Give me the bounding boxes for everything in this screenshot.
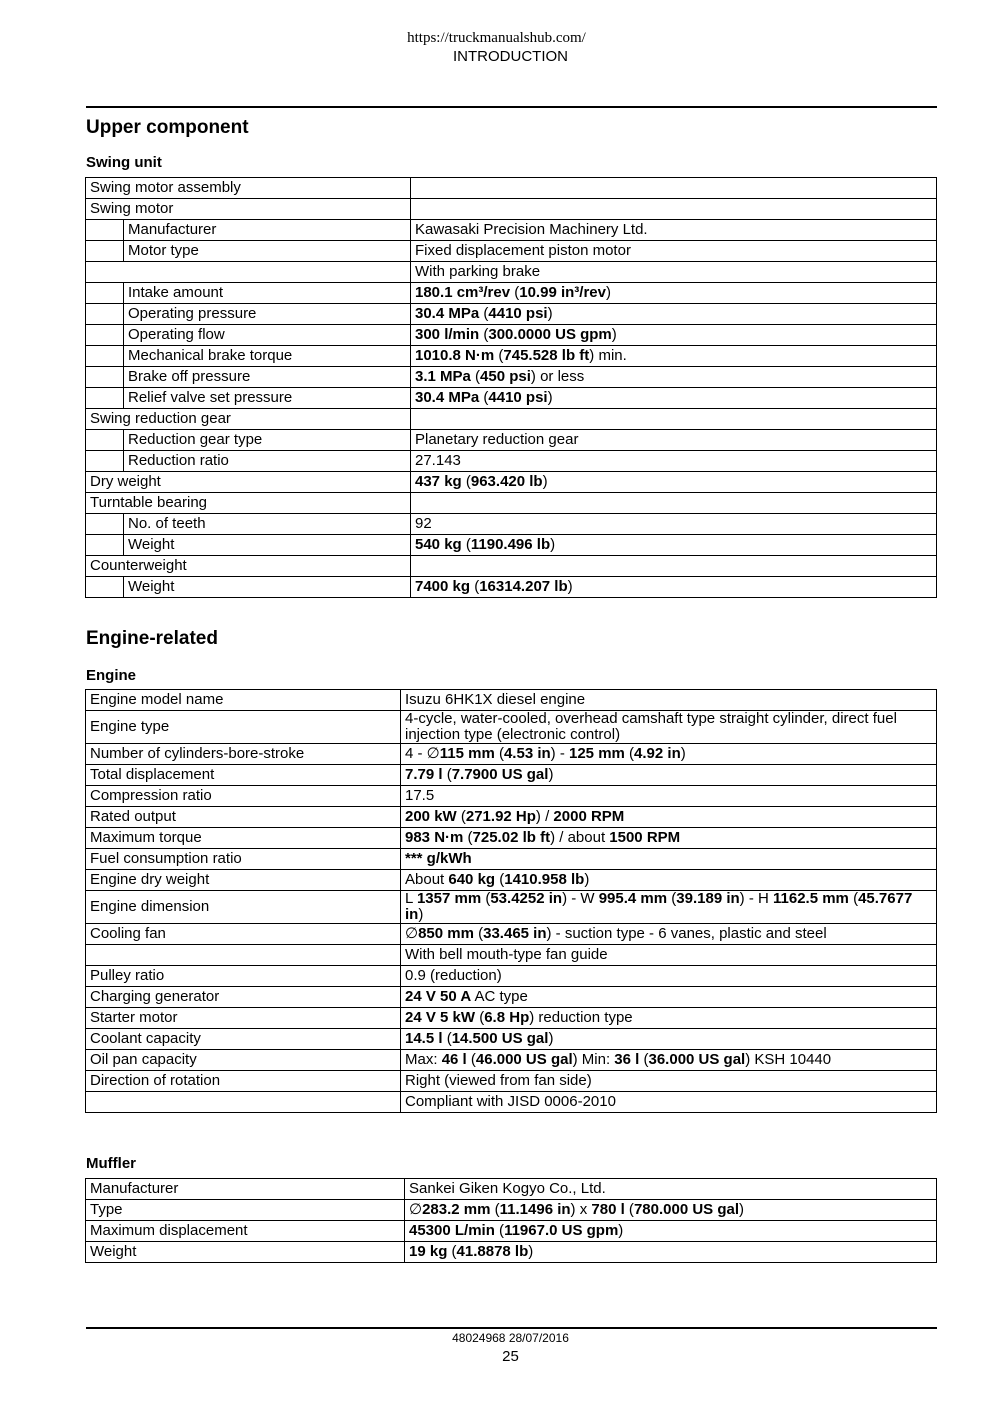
table-row xyxy=(86,199,937,220)
table-row xyxy=(86,388,937,409)
table-row xyxy=(86,493,937,514)
value-text: ) xyxy=(605,284,611,301)
value-emphasis: 780 l xyxy=(591,1201,625,1218)
spec-value xyxy=(405,1242,937,1263)
value-text: Isuzu 6HK1X diesel engine xyxy=(405,691,586,708)
value-text: ( xyxy=(624,745,635,762)
value-text: ( xyxy=(494,745,504,762)
value-emphasis: 3.1 MPa xyxy=(415,368,471,385)
spec-value xyxy=(405,1179,937,1200)
swing-unit-table xyxy=(85,177,937,598)
value-text: ( xyxy=(490,1201,500,1218)
spec-label: Relief valve set pressure xyxy=(124,388,411,409)
spec-label: Engine dry weight xyxy=(86,870,401,891)
spec-label: Weight xyxy=(124,535,411,556)
spec-label: Compression ratio xyxy=(86,786,401,807)
table-row xyxy=(86,1071,937,1092)
spec-value xyxy=(401,966,937,987)
spec-label: Swing motor assembly xyxy=(86,178,411,199)
value-text: ( xyxy=(461,536,471,553)
value-emphasis: 180.1 cm³/rev xyxy=(415,284,511,301)
value-emphasis: 24 V 50 A xyxy=(405,988,472,1005)
spec-label: Rated output xyxy=(86,807,401,828)
value-emphasis: 450 psi xyxy=(480,368,531,385)
spec-label: Starter motor xyxy=(86,1008,401,1029)
value-emphasis: 1162.5 mm xyxy=(773,890,849,907)
spec-value xyxy=(411,535,937,556)
spec-value xyxy=(401,807,937,828)
table-row xyxy=(86,577,937,598)
spec-label: Turntable bearing xyxy=(86,493,411,514)
spec-label: Number of cylinders-bore-stroke xyxy=(86,744,401,765)
table-row xyxy=(86,430,937,451)
indent-cell xyxy=(86,430,124,451)
table-row xyxy=(86,1200,937,1221)
value-emphasis: 850 mm xyxy=(418,925,474,942)
value-emphasis: 300 l/min xyxy=(415,326,480,343)
table-row xyxy=(86,1242,937,1263)
value-text: ( xyxy=(442,1030,452,1047)
value-text: ) reduction type xyxy=(529,1009,633,1026)
value-text: ) Min: xyxy=(572,1051,615,1068)
spec-label: Type xyxy=(86,1200,405,1221)
value-text: ) xyxy=(611,326,617,343)
spec-label: Operating flow xyxy=(124,325,411,346)
value-emphasis: 995.4 mm xyxy=(598,890,668,907)
value-text: ( xyxy=(463,829,473,846)
value-text: ( xyxy=(510,284,520,301)
spec-label: Oil pan capacity xyxy=(86,1050,401,1071)
spec-value xyxy=(411,451,937,472)
spec-value xyxy=(401,849,937,870)
value-emphasis: 33.465 in xyxy=(483,925,547,942)
spec-label: Cooling fan xyxy=(86,924,401,945)
value-text: ) - xyxy=(550,745,569,762)
value-text: ( xyxy=(494,1222,505,1239)
value-text: ) xyxy=(528,1243,534,1260)
value-text: ( xyxy=(470,578,480,595)
table-row xyxy=(86,1029,937,1050)
value-text: ) - suction type - 6 vanes, plastic and steel xyxy=(546,925,827,942)
value-emphasis: 540 kg xyxy=(415,536,462,553)
value-text: ∅ xyxy=(405,925,419,942)
value-text: ( xyxy=(479,305,489,322)
subsection-muffler: Muffler xyxy=(86,1155,136,1172)
value-text: ) xyxy=(567,578,573,595)
value-emphasis: 14.500 US gal xyxy=(451,1030,549,1047)
indent-cell xyxy=(86,220,124,241)
value-emphasis: 725.02 lb ft xyxy=(472,829,551,846)
indent-cell xyxy=(86,514,124,535)
table-row xyxy=(86,451,937,472)
value-emphasis: 7.79 l xyxy=(405,766,443,783)
spec-value xyxy=(401,1050,937,1071)
table-row xyxy=(86,178,937,199)
value-emphasis: 125 mm xyxy=(569,745,625,762)
value-text: ) xyxy=(547,389,553,406)
value-emphasis: 4410 psi xyxy=(488,305,548,322)
table-row xyxy=(86,786,937,807)
spec-value xyxy=(401,765,937,786)
spec-value xyxy=(411,367,937,388)
value-text: About xyxy=(405,871,449,888)
value-emphasis: 1010.8 N·m xyxy=(415,347,495,364)
value-emphasis: 16314.207 lb xyxy=(479,578,568,595)
value-text: ) x xyxy=(570,1201,592,1218)
value-emphasis: 1357 mm xyxy=(416,890,482,907)
value-emphasis: 7.7900 US gal xyxy=(451,766,549,783)
spec-label: Engine type xyxy=(86,711,401,744)
value-emphasis: 24 V 5 kW xyxy=(405,1009,476,1026)
value-emphasis: 14.5 l xyxy=(405,1030,443,1047)
value-text: AC type xyxy=(471,988,528,1005)
indent-cell xyxy=(86,283,124,304)
source-url: https://truckmanualshub.com/ xyxy=(407,30,586,46)
section-title-upper: Upper component xyxy=(86,117,249,138)
value-text: 0.9 (reduction) xyxy=(405,967,502,984)
table-row xyxy=(86,987,937,1008)
value-emphasis: 10.99 in³/rev xyxy=(519,284,606,301)
table-row xyxy=(86,744,937,765)
spec-label: Engine dimension xyxy=(86,891,401,924)
spec-value xyxy=(411,304,937,325)
value-emphasis: 2000 RPM xyxy=(553,808,625,825)
value-emphasis: 283.2 mm xyxy=(422,1201,491,1218)
indent-cell xyxy=(86,346,124,367)
value-text: Right (viewed from fan side) xyxy=(405,1072,592,1089)
table-row xyxy=(86,409,937,430)
value-emphasis: 4.53 in xyxy=(503,745,551,762)
spec-value xyxy=(411,241,937,262)
value-text: ) xyxy=(418,906,424,923)
value-text: Kawasaki Precision Machinery Ltd. xyxy=(415,221,648,238)
value-text: ) / about xyxy=(550,829,610,846)
muffler-table xyxy=(85,1178,937,1263)
spec-label: Direction of rotation xyxy=(86,1071,401,1092)
page-number: 25 xyxy=(502,1348,519,1365)
spec-value xyxy=(411,472,937,493)
indent-cell xyxy=(86,367,124,388)
spec-value xyxy=(401,711,937,744)
value-emphasis: 11.1496 in xyxy=(499,1201,571,1218)
table-row xyxy=(86,891,937,924)
subsection-engine: Engine xyxy=(86,667,137,684)
value-text: ( xyxy=(470,368,481,385)
spec-value xyxy=(411,346,937,367)
value-emphasis: 30.4 MPa xyxy=(415,389,480,406)
value-emphasis: 11967.0 US gpm xyxy=(504,1222,619,1239)
table-row xyxy=(86,220,937,241)
table-row xyxy=(86,346,937,367)
value-text: ( xyxy=(848,890,859,907)
spec-label xyxy=(86,945,401,966)
value-text: ) - H xyxy=(739,890,773,907)
section-title-engine-related: Engine-related xyxy=(86,628,218,649)
value-emphasis: 19 kg xyxy=(409,1243,448,1260)
spec-value xyxy=(411,220,937,241)
spec-value xyxy=(405,1221,937,1242)
chapter-title: INTRODUCTION xyxy=(453,48,568,65)
value-emphasis: 4410 psi xyxy=(488,389,548,406)
table-row xyxy=(86,367,937,388)
spec-value xyxy=(411,409,937,430)
spec-value xyxy=(411,577,937,598)
value-text: ) min. xyxy=(589,347,627,364)
table-row xyxy=(86,304,937,325)
spec-label: Manufacturer xyxy=(124,220,411,241)
value-emphasis: 41.8878 lb xyxy=(456,1243,529,1260)
table-row xyxy=(86,1179,937,1200)
value-emphasis: 6.8 Hp xyxy=(484,1009,530,1026)
spec-value xyxy=(411,178,937,199)
spec-value xyxy=(401,987,937,1008)
spec-label: Intake amount xyxy=(124,283,411,304)
value-emphasis: 45300 L/min xyxy=(409,1222,495,1239)
spec-value xyxy=(411,556,937,577)
spec-value xyxy=(411,514,937,535)
value-text: ) xyxy=(550,536,556,553)
header-rule xyxy=(86,106,937,108)
spec-value xyxy=(401,786,937,807)
table-row xyxy=(86,535,937,556)
spec-label: Weight xyxy=(86,1242,405,1263)
spec-value xyxy=(401,1092,937,1113)
subsection-swing-unit: Swing unit xyxy=(86,154,162,171)
value-emphasis: 963.420 lb xyxy=(470,473,543,490)
spec-value xyxy=(401,1029,937,1050)
value-text: ( xyxy=(447,1243,457,1260)
table-row xyxy=(86,1221,937,1242)
value-emphasis: 1410.958 lb xyxy=(504,871,585,888)
value-text: ) xyxy=(618,1222,624,1239)
value-text: ( xyxy=(466,1051,476,1068)
value-text: ) xyxy=(680,745,686,762)
document-code: 48024968 28/07/2016 xyxy=(452,1331,569,1345)
value-text: ( xyxy=(479,389,489,406)
value-text: ( xyxy=(495,871,505,888)
value-text: ( xyxy=(442,766,452,783)
spec-label: No. of teeth xyxy=(124,514,411,535)
spec-label: Maximum displacement xyxy=(86,1221,405,1242)
value-text: Sankei Giken Kogyo Co., Ltd. xyxy=(409,1180,606,1197)
table-row xyxy=(86,514,937,535)
value-text: Planetary reduction gear xyxy=(415,431,579,448)
value-text: With parking brake xyxy=(415,263,541,280)
spec-value xyxy=(401,870,937,891)
spec-label: Pulley ratio xyxy=(86,966,401,987)
spec-label: Total displacement xyxy=(86,765,401,786)
value-text: 4 - ∅ xyxy=(405,745,440,762)
value-emphasis: 46 l xyxy=(441,1051,467,1068)
table-row xyxy=(86,262,937,283)
value-emphasis: 1500 RPM xyxy=(609,829,681,846)
value-text: 17.5 xyxy=(405,787,435,804)
spec-value xyxy=(401,945,937,966)
spec-label: Reduction ratio xyxy=(124,451,411,472)
spec-label: Dry weight xyxy=(86,472,411,493)
spec-label: Reduction gear type xyxy=(124,430,411,451)
value-text: ) xyxy=(584,871,590,888)
spec-label: Mechanical brake torque xyxy=(124,346,411,367)
table-row xyxy=(86,849,937,870)
value-text: 92 xyxy=(415,515,432,532)
value-emphasis: 46.000 US gal xyxy=(475,1051,573,1068)
spec-label: Motor type xyxy=(124,241,411,262)
value-text: Fixed displacement piston motor xyxy=(415,242,631,259)
spec-value xyxy=(411,430,937,451)
value-text: ) xyxy=(548,766,554,783)
value-text: ) xyxy=(547,305,553,322)
table-row xyxy=(86,828,937,849)
value-emphasis: 30.4 MPa xyxy=(415,305,480,322)
indent-cell xyxy=(86,451,124,472)
table-row xyxy=(86,690,937,711)
value-text: ) or less xyxy=(530,368,585,385)
indent-cell xyxy=(86,325,124,346)
value-text: Max: xyxy=(405,1051,442,1068)
table-row xyxy=(86,1092,937,1113)
spec-label: Engine model name xyxy=(86,690,401,711)
spec-value xyxy=(401,891,937,924)
table-row xyxy=(86,241,937,262)
spec-label: Counterweight xyxy=(86,556,411,577)
table-row xyxy=(86,1050,937,1071)
value-text: ( xyxy=(494,347,504,364)
spec-value xyxy=(411,262,937,283)
value-emphasis: 4.92 in xyxy=(634,745,681,762)
value-text: ( xyxy=(667,890,677,907)
spec-value xyxy=(411,325,937,346)
value-text: ( xyxy=(456,808,466,825)
spec-label: Charging generator xyxy=(86,987,401,1008)
indent-cell xyxy=(86,304,124,325)
value-text: L xyxy=(405,890,417,907)
value-emphasis: *** g/kWh xyxy=(405,850,472,867)
footer-rule xyxy=(86,1327,937,1329)
table-row xyxy=(86,807,937,828)
spec-value xyxy=(401,1008,937,1029)
table-row xyxy=(86,765,937,786)
value-text: ( xyxy=(461,473,471,490)
table-row xyxy=(86,711,937,744)
value-text: ( xyxy=(479,326,489,343)
table-row xyxy=(86,966,937,987)
spec-value xyxy=(405,1200,937,1221)
value-text: ) xyxy=(548,1030,554,1047)
table-row xyxy=(86,1008,937,1029)
value-emphasis: 39.189 in xyxy=(676,890,740,907)
spec-value xyxy=(411,388,937,409)
table-row xyxy=(86,945,937,966)
spec-value xyxy=(401,690,937,711)
value-emphasis: 7400 kg xyxy=(415,578,471,595)
spec-label: Maximum torque xyxy=(86,828,401,849)
value-text: ( xyxy=(481,890,491,907)
value-emphasis: 983 N·m xyxy=(405,829,464,846)
spec-value xyxy=(401,1071,937,1092)
engine-table xyxy=(85,689,937,1113)
spec-label xyxy=(86,1092,401,1113)
spec-label: Operating pressure xyxy=(124,304,411,325)
spec-label: Swing reduction gear xyxy=(86,409,411,430)
spec-value xyxy=(411,199,937,220)
value-text: Compliant with JISD 0006-2010 xyxy=(405,1093,616,1110)
spec-label: Coolant capacity xyxy=(86,1029,401,1050)
spec-value xyxy=(411,493,937,514)
value-text: ) KSH 10440 xyxy=(745,1051,832,1068)
value-emphasis: 1190.496 lb xyxy=(470,536,551,553)
indent-cell xyxy=(86,535,124,556)
spec-label: Fuel consumption ratio xyxy=(86,849,401,870)
value-emphasis: 36.000 US gal xyxy=(648,1051,746,1068)
value-text: ) - W xyxy=(562,890,599,907)
spec-label xyxy=(86,262,411,283)
indent-cell xyxy=(86,577,124,598)
value-emphasis: 45.7677 in xyxy=(405,890,913,923)
indent-cell xyxy=(86,388,124,409)
value-emphasis: 640 kg xyxy=(448,871,496,888)
indent-cell xyxy=(86,241,124,262)
value-text: ∅ xyxy=(409,1201,423,1218)
value-text: ( xyxy=(639,1051,649,1068)
table-row xyxy=(86,325,937,346)
value-text: ( xyxy=(473,925,484,942)
value-text: ( xyxy=(475,1009,485,1026)
value-text: ) xyxy=(542,473,548,490)
spec-label: Brake off pressure xyxy=(124,367,411,388)
spec-value xyxy=(411,283,937,304)
value-text: ) xyxy=(739,1201,745,1218)
value-emphasis: 300.0000 US gpm xyxy=(488,326,612,343)
value-emphasis: 53.4252 in xyxy=(490,890,563,907)
spec-value xyxy=(401,924,937,945)
value-text: ( xyxy=(624,1201,634,1218)
value-emphasis: 745.528 lb ft xyxy=(503,347,590,364)
spec-label: Manufacturer xyxy=(86,1179,405,1200)
value-text: ) / xyxy=(535,808,554,825)
spec-value xyxy=(401,744,937,765)
table-row xyxy=(86,556,937,577)
value-emphasis: 780.000 US gal xyxy=(633,1201,740,1218)
table-row xyxy=(86,924,937,945)
table-row xyxy=(86,870,937,891)
table-row xyxy=(86,283,937,304)
value-emphasis: 200 kW xyxy=(405,808,457,825)
value-emphasis: 36 l xyxy=(614,1051,640,1068)
value-emphasis: 115 mm xyxy=(439,745,495,762)
table-row xyxy=(86,472,937,493)
value-emphasis: 437 kg xyxy=(415,473,462,490)
spec-value xyxy=(401,828,937,849)
value-emphasis: 271.92 Hp xyxy=(465,808,536,825)
value-text: With bell mouth-type fan guide xyxy=(405,946,608,963)
value-text: 27.143 xyxy=(415,452,461,469)
spec-label: Swing motor xyxy=(86,199,411,220)
spec-label: Weight xyxy=(124,577,411,598)
value-text: 4-cycle, water-cooled, overhead camshaft type straight cylinder, direct fuel injection type (electronic control) xyxy=(405,710,897,743)
